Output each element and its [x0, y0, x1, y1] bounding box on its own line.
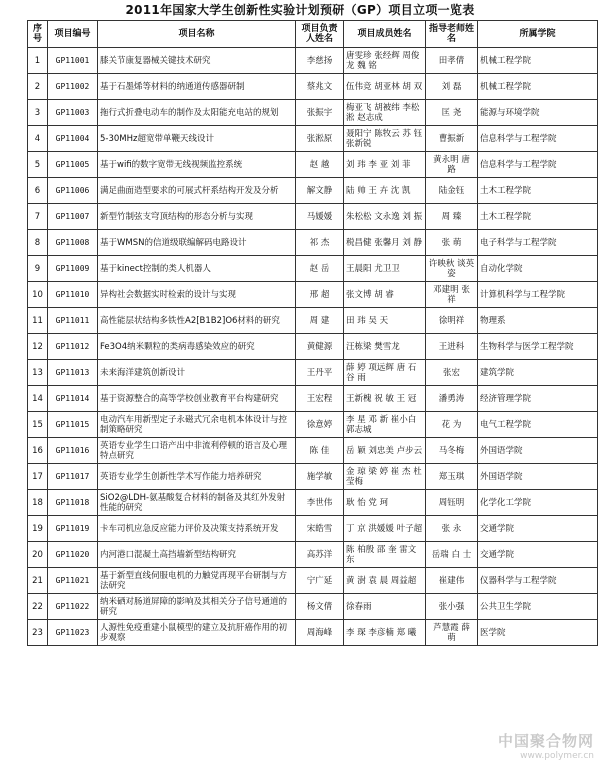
cell-leader: 施学敏: [296, 464, 344, 490]
cell-college: 土木工程学院: [478, 204, 598, 230]
cell-leader: 宋皓雪: [296, 516, 344, 542]
cell-code: GP11020: [48, 542, 98, 568]
cell-seq: 20: [28, 542, 48, 568]
table-row: [28, 178, 598, 204]
cell-advisor: 黄永明 唐 路: [426, 152, 478, 178]
cell-advisor: 芦慧霞 薛 萌: [426, 620, 478, 646]
cell-leader: 杨文倩: [296, 594, 344, 620]
cell-advisor: 张小强: [426, 594, 478, 620]
cell-seq: 19: [28, 516, 48, 542]
cell-members: 陆 帅 王 卉 沈 凯: [344, 178, 426, 204]
cell-code: GP11006: [48, 178, 98, 204]
cell-college: 机械工程学院: [478, 74, 598, 100]
table-row: [28, 282, 598, 308]
cell-code: GP11013: [48, 360, 98, 386]
cell-members: 刘 玮 李 亚 刘 菲: [344, 152, 426, 178]
cell-name: 未来海洋建筑创新设计: [98, 360, 296, 386]
cell-code: GP11023: [48, 620, 98, 646]
table-row: [28, 438, 598, 464]
cell-college: 交通学院: [478, 542, 598, 568]
cell-name: 5-30MHz超宽带单鞭天线设计: [98, 126, 296, 152]
table-title: 2011年国家大学生创新性实验计划预研（GP）项目立项一览表: [125, 3, 475, 17]
header-code: 项目编号: [48, 21, 98, 48]
table-row: [28, 594, 598, 620]
cell-members: 黄 澍 袁 晨 周益超: [344, 568, 426, 594]
cell-members: 耿 怡 党 珂: [344, 490, 426, 516]
cell-leader: 宁广延: [296, 568, 344, 594]
cell-members: 梅亚飞 胡被纬 李松淞 赵志成: [344, 100, 426, 126]
table-row: [28, 620, 598, 646]
table-row: [28, 334, 598, 360]
table-row: [28, 542, 598, 568]
cell-name: 内河港口混凝土高挡墙新型结构研究: [98, 542, 296, 568]
cell-college: 外国语学院: [478, 464, 598, 490]
cell-seq: 18: [28, 490, 48, 516]
cell-code: GP11007: [48, 204, 98, 230]
cell-seq: 7: [28, 204, 48, 230]
cell-name: 高性能层状结构多铁性A2[B1B2]O6材料的研究: [98, 308, 296, 334]
cell-advisor: 陆金钰: [426, 178, 478, 204]
cell-code: GP11014: [48, 386, 98, 412]
cell-leader: 李世伟: [296, 490, 344, 516]
cell-advisor: 王进科: [426, 334, 478, 360]
cell-name: 满足曲面造型要求的可展式杆系结构开发及分析: [98, 178, 296, 204]
cell-college: 信息科学与工程学院: [478, 126, 598, 152]
cell-members: 王晨阳 尤卫卫: [344, 256, 426, 282]
cell-members: 王新槐 祝 敏 王 冠: [344, 386, 426, 412]
cell-members: 金 琼 梁 婷 崔 杰 杜莹梅: [344, 464, 426, 490]
project-table: [27, 20, 598, 646]
cell-code: GP11022: [48, 594, 98, 620]
cell-seq: 12: [28, 334, 48, 360]
cell-name: 英语专业学生口语产出中非流利停顿的语言及心理特点研究: [98, 438, 296, 464]
cell-members: 丁 京 洪媛媛 叶子超: [344, 516, 426, 542]
cell-leader: 徐意婷: [296, 412, 344, 438]
cell-code: GP11018: [48, 490, 98, 516]
header-advisor: 指导老师姓名: [426, 21, 478, 48]
cell-members: 岳 颖 刘忠美 卢步云: [344, 438, 426, 464]
cell-advisor: 马冬梅: [426, 438, 478, 464]
cell-advisor: 张 永: [426, 516, 478, 542]
cell-seq: 13: [28, 360, 48, 386]
cell-name: 纳米硒对肠道屏障的影响及其相关分子信号通道的研究: [98, 594, 296, 620]
table-row: [28, 152, 598, 178]
cell-leader: 高苏洋: [296, 542, 344, 568]
table-header-row: [28, 21, 598, 48]
cell-code: GP11021: [48, 568, 98, 594]
cell-code: GP11008: [48, 230, 98, 256]
cell-advisor: 田孝倩: [426, 48, 478, 74]
cell-college: 土木工程学院: [478, 178, 598, 204]
cell-college: 电子科学与工程学院: [478, 230, 598, 256]
cell-leader: 王宏程: [296, 386, 344, 412]
table-row: [28, 568, 598, 594]
cell-name: 膝关节康复器械关键技术研究: [98, 48, 296, 74]
cell-leader: 张振宇: [296, 100, 344, 126]
cell-seq: 17: [28, 464, 48, 490]
cell-seq: 5: [28, 152, 48, 178]
cell-advisor: 郑玉琪: [426, 464, 478, 490]
cell-advisor: 花 为: [426, 412, 478, 438]
cell-advisor: 张 萌: [426, 230, 478, 256]
cell-code: GP11004: [48, 126, 98, 152]
header-college: 所属学院: [478, 21, 598, 48]
cell-seq: 23: [28, 620, 48, 646]
table-row: [28, 48, 598, 74]
cell-college: 生物科学与医学工程学院: [478, 334, 598, 360]
cell-name: 基于资源整合的高等学校创业教育平台构建研究: [98, 386, 296, 412]
cell-college: 物理系: [478, 308, 598, 334]
cell-seq: 11: [28, 308, 48, 334]
cell-college: 外国语学院: [478, 438, 598, 464]
cell-advisor: 匡 尧: [426, 100, 478, 126]
cell-seq: 10: [28, 282, 48, 308]
cell-code: GP11009: [48, 256, 98, 282]
cell-college: 机械工程学院: [478, 48, 598, 74]
cell-leader: 周海峰: [296, 620, 344, 646]
cell-advisor: 邓建明 张 祥: [426, 282, 478, 308]
cell-code: GP11003: [48, 100, 98, 126]
cell-name: 电动汽车用新型定子永磁式冗余电机本体设计与控制策略研究: [98, 412, 296, 438]
cell-college: 交通学院: [478, 516, 598, 542]
table-row: [28, 126, 598, 152]
cell-seq: 4: [28, 126, 48, 152]
cell-seq: 22: [28, 594, 48, 620]
cell-members: 陈 柏殷 邵 奎 雷文东: [344, 542, 426, 568]
cell-code: GP11017: [48, 464, 98, 490]
cell-name: Fe3O4纳米颗粒的类病毒感染效应的研究: [98, 334, 296, 360]
cell-college: 电气工程学院: [478, 412, 598, 438]
cell-college: 化学化工学院: [478, 490, 598, 516]
cell-seq: 6: [28, 178, 48, 204]
cell-advisor: 曹振新: [426, 126, 478, 152]
table-row: [28, 360, 598, 386]
cell-name: 异构社会数据实时检索的设计与实现: [98, 282, 296, 308]
cell-leader: 马媛媛: [296, 204, 344, 230]
cell-name: 拖行式折叠电动车的制作及太阳能充电站的规划: [98, 100, 296, 126]
cell-leader: 解文静: [296, 178, 344, 204]
cell-leader: 王丹平: [296, 360, 344, 386]
cell-leader: 祁 杰: [296, 230, 344, 256]
table-row: [28, 74, 598, 100]
header-seq: 序号: [28, 21, 48, 48]
cell-members: 朱松松 文永逸 刘 振: [344, 204, 426, 230]
cell-college: 仪器科学与工程学院: [478, 568, 598, 594]
cell-code: GP11016: [48, 438, 98, 464]
cell-advisor: 许映秋 谈英姿: [426, 256, 478, 282]
table-row: [28, 464, 598, 490]
cell-leader: 张淞原: [296, 126, 344, 152]
cell-leader: 邢 超: [296, 282, 344, 308]
cell-code: GP11011: [48, 308, 98, 334]
cell-code: GP11002: [48, 74, 98, 100]
cell-seq: 14: [28, 386, 48, 412]
cell-advisor: 崔建伟: [426, 568, 478, 594]
cell-leader: 陈 佳: [296, 438, 344, 464]
table-body: [28, 48, 598, 646]
cell-members: 李 琛 李彦楠 郑 曦: [344, 620, 426, 646]
cell-members: 伍伟竞 胡亚林 胡 双: [344, 74, 426, 100]
cell-code: GP11001: [48, 48, 98, 74]
cell-leader: 周 建: [296, 308, 344, 334]
cell-name: 人源性免疫重建小鼠模型的建立及抗肝癌作用的初步观察: [98, 620, 296, 646]
table-row: [28, 516, 598, 542]
cell-members: 李 星 邓 新 崔小白 郭志城: [344, 412, 426, 438]
cell-code: GP11005: [48, 152, 98, 178]
table-row: [28, 490, 598, 516]
cell-code: GP11015: [48, 412, 98, 438]
cell-name: 卡车司机应急反应能力评价及决策支持系统开发: [98, 516, 296, 542]
table-row: [28, 230, 598, 256]
cell-members: 徐春雨: [344, 594, 426, 620]
cell-advisor: 张宏: [426, 360, 478, 386]
header-name: 项目名称: [98, 21, 296, 48]
cell-leader: 蔡兆文: [296, 74, 344, 100]
cell-members: 唐雯珍 张经辉 周俊龙 魏 铭: [344, 48, 426, 74]
watermark-url: www.polymer.cn: [520, 751, 594, 761]
cell-code: GP11019: [48, 516, 98, 542]
table-row: [28, 386, 598, 412]
cell-leader: 赵 越: [296, 152, 344, 178]
cell-name: 基于石墨烯等材料的纳通道传感器研制: [98, 74, 296, 100]
cell-members: 张文博 胡 睿: [344, 282, 426, 308]
cell-leader: 赵 岳: [296, 256, 344, 282]
cell-members: 汪栋梁 樊雪龙: [344, 334, 426, 360]
cell-name: 基于kinect控制的类人机器人: [98, 256, 296, 282]
cell-advisor: 岳瑞 白 士: [426, 542, 478, 568]
cell-name: 新型竹制弦支穹顶结构的形态分析与实现: [98, 204, 296, 230]
cell-name: 基于新型直线伺服电机的力触觉再现平台研制与方法研究: [98, 568, 296, 594]
cell-college: 自动化学院: [478, 256, 598, 282]
cell-leader: 李慈扬: [296, 48, 344, 74]
cell-seq: 15: [28, 412, 48, 438]
cell-members: 聂阳宁 陈牧云 苏 钰 张新锐: [344, 126, 426, 152]
cell-seq: 8: [28, 230, 48, 256]
cell-advisor: 潘勇涛: [426, 386, 478, 412]
cell-seq: 21: [28, 568, 48, 594]
cell-advisor: 周 臻: [426, 204, 478, 230]
cell-name: 基于wifi的数字宽带无线视频监控系统: [98, 152, 296, 178]
cell-seq: 2: [28, 74, 48, 100]
table-row: [28, 204, 598, 230]
cell-college: 建筑学院: [478, 360, 598, 386]
header-members: 项目成员姓名: [344, 21, 426, 48]
header-leader: 项目负责人姓名: [296, 21, 344, 48]
cell-code: GP11010: [48, 282, 98, 308]
cell-seq: 1: [28, 48, 48, 74]
cell-code: GP11012: [48, 334, 98, 360]
cell-leader: 黄健源: [296, 334, 344, 360]
cell-members: 薛 婷 项远辉 唐 石 谷 雨: [344, 360, 426, 386]
table-row: [28, 256, 598, 282]
table-row: [28, 308, 598, 334]
cell-name: 英语专业学生创新性学术写作能力培养研究: [98, 464, 296, 490]
cell-college: 能源与环境学院: [478, 100, 598, 126]
cell-college: 公共卫生学院: [478, 594, 598, 620]
table-row: [28, 412, 598, 438]
cell-name: SiO2@LDH-氨基酸复合材料的制备及其红外发射性能的研究: [98, 490, 296, 516]
table-row: [28, 100, 598, 126]
cell-seq: 3: [28, 100, 48, 126]
cell-college: 计算机科学与工程学院: [478, 282, 598, 308]
cell-seq: 16: [28, 438, 48, 464]
cell-name: 基于WMSN的信道级联编解码电路设计: [98, 230, 296, 256]
cell-advisor: 刘 磊: [426, 74, 478, 100]
cell-seq: 9: [28, 256, 48, 282]
watermark: [498, 730, 594, 761]
cell-members: 田 玮 吴 天: [344, 308, 426, 334]
cell-members: 税昌健 张馨月 刘 静: [344, 230, 426, 256]
cell-advisor: 徐明祥: [426, 308, 478, 334]
cell-college: 信息科学与工程学院: [478, 152, 598, 178]
cell-college: 经济管理学院: [478, 386, 598, 412]
watermark-text: 中国聚合物网: [497, 732, 594, 750]
cell-advisor: 周钰明: [426, 490, 478, 516]
cell-college: 医学院: [478, 620, 598, 646]
